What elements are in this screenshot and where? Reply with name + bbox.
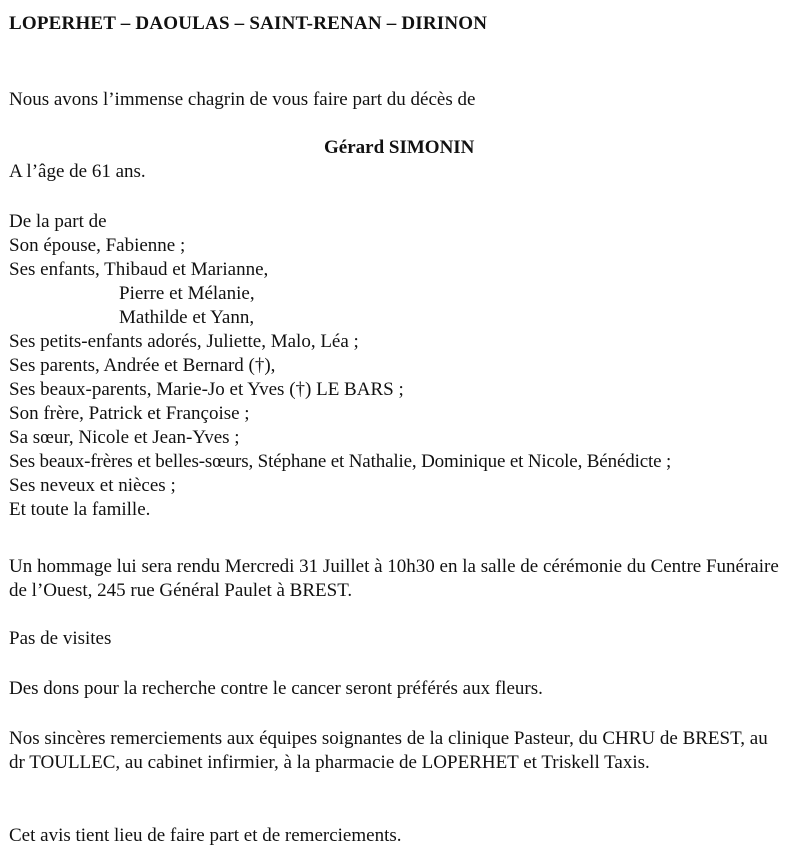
spouse-line: Son épouse, Fabienne ; bbox=[9, 235, 186, 256]
parents-line: Ses parents, Andrée et Bernard (†), bbox=[9, 355, 276, 376]
children-line-3: Mathilde et Yann, bbox=[119, 307, 255, 328]
sister-line: Sa sœur, Nicole et Jean-Yves ; bbox=[9, 427, 240, 448]
brother-line: Son frère, Patrick et Françoise ; bbox=[9, 403, 250, 424]
grandchildren-line: Ses petits-enfants adorés, Juliette, Malo, Léa ; bbox=[9, 331, 359, 352]
intro-text: Nous avons l’immense chagrin de vous faire part du décès de bbox=[9, 89, 476, 110]
from-label: De la part de bbox=[9, 211, 107, 232]
siblings-in-law-line: Ses beaux-frères et belles-sœurs, Stéphane et Nathalie, Dominique et Nicole, Bénédicte ; bbox=[9, 451, 672, 472]
thanks-paragraph: Nos sincères remerciements aux équipes soignantes de la clinique Pasteur, du CHRU de BREST, au dr TOULLEC, au cabinet infirmier, à la pharmacie de LOPERHET et Triskell Taxis. bbox=[9, 728, 768, 773]
parents-in-law-line: Ses beaux-parents, Marie-Jo et Yves (†) LE BARS ; bbox=[9, 379, 404, 400]
towns-heading: LOPERHET – DAOULAS – SAINT-RENAN – DIRINON bbox=[9, 13, 488, 34]
ceremony-paragraph: Un hommage lui sera rendu Mercredi 31 Juillet à 10h30 en la salle de cérémonie du Centre Funéraire de l’Ouest, 245 rue Général Paulet à BREST. bbox=[9, 556, 779, 601]
deceased-name: Gérard SIMONIN bbox=[324, 137, 475, 158]
whole-family-line: Et toute la famille. bbox=[9, 499, 151, 520]
children-line-1: Ses enfants, Thibaud et Marianne, bbox=[9, 259, 269, 280]
nephews-nieces-line: Ses neveux et nièces ; bbox=[9, 475, 176, 496]
donations-text: Des dons pour la recherche contre le cancer seront préférés aux fleurs. bbox=[9, 678, 543, 699]
closing-text: Cet avis tient lieu de faire part et de remerciements. bbox=[9, 825, 402, 846]
age-text: A l’âge de 61 ans. bbox=[9, 161, 146, 182]
visits-text: Pas de visites bbox=[9, 628, 112, 649]
children-line-2: Pierre et Mélanie, bbox=[119, 283, 255, 304]
family-list bbox=[9, 210, 805, 522]
